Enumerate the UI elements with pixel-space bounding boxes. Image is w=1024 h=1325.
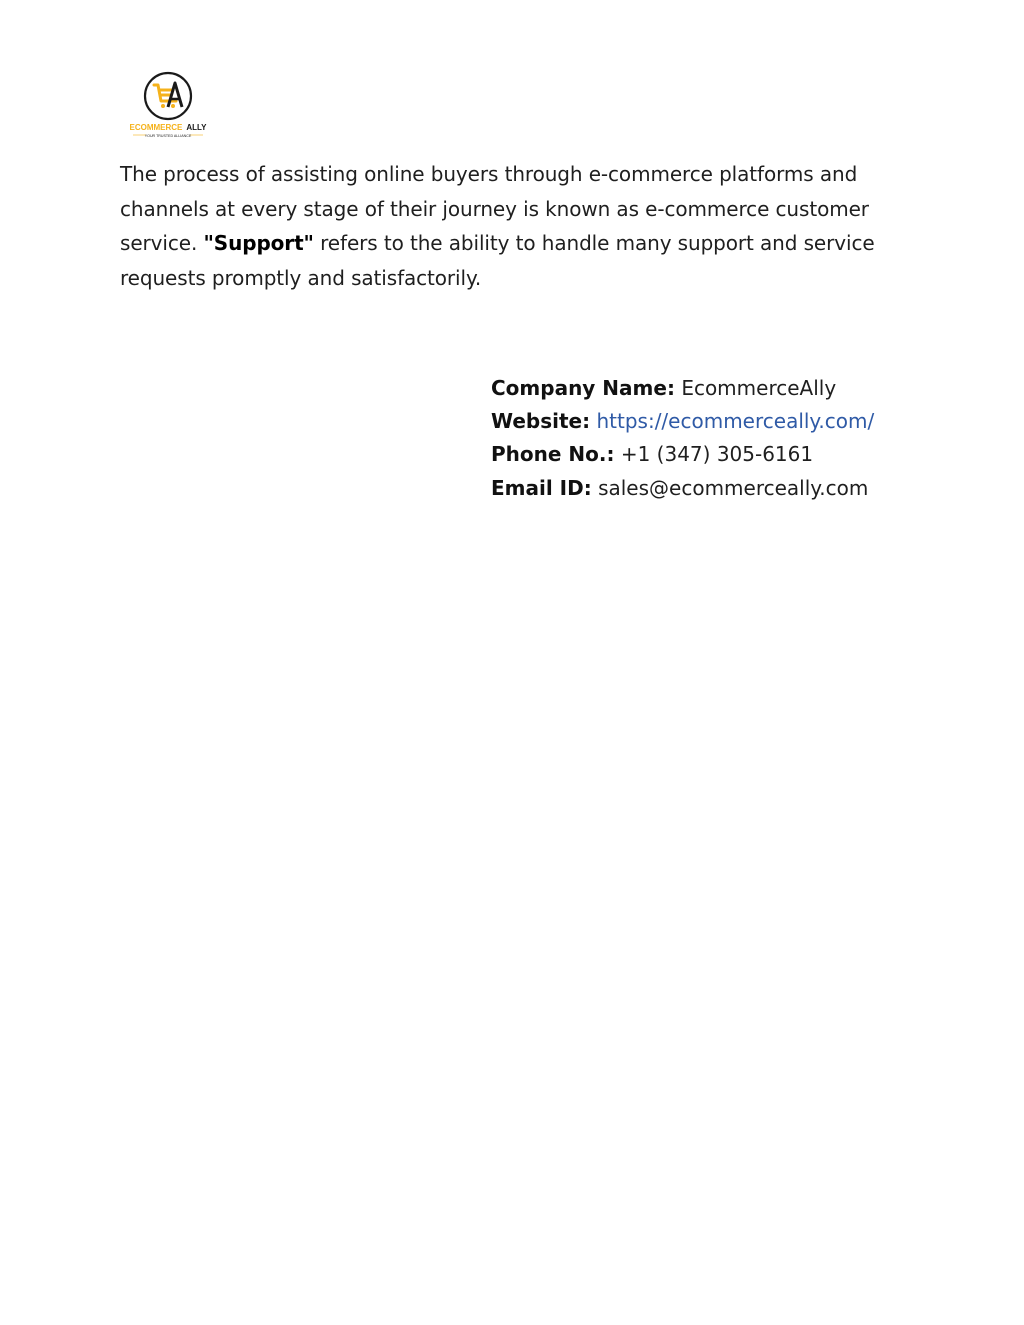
intro-text-part-1: The process of assisting online buyers through e-commerce platforms and channels at every stage of their journey is known as e-commerce customer service. — [120, 162, 869, 256]
contact-website — [491, 405, 931, 438]
logo-brand-word-2: ALLY — [186, 123, 207, 132]
intro-highlight: "Support" — [203, 231, 314, 256]
contact-phone — [491, 438, 931, 471]
company-value: EcommerceAlly — [681, 376, 837, 400]
intro-text-part-2: refers to the ability to handle many support and service requests promptly and satisfactorily. — [120, 231, 875, 290]
logo-brand-word-1: ECOMMERCE — [129, 123, 183, 132]
company-label: Company Name: — [491, 376, 675, 400]
company-logo — [128, 68, 208, 140]
website-link[interactable]: https://ecommerceally.com/ — [596, 409, 875, 434]
logo-tagline: YOUR TRUSTED ALLIANCE — [144, 134, 192, 138]
contact-details — [491, 372, 931, 505]
cart-logo-icon — [128, 68, 208, 140]
svg-text:ECOMMERCE ALLY — [130, 123, 208, 132]
phone-value: +1 (347) 305-6161 — [620, 442, 814, 467]
email-label: Email ID: — [491, 475, 592, 500]
email-value: sales@ecommerceally.com — [598, 475, 869, 500]
intro-paragraph — [120, 157, 910, 295]
website-label: Website: — [491, 409, 591, 434]
contact-company — [491, 372, 931, 405]
contact-email — [491, 472, 931, 505]
phone-label: Phone No.: — [491, 442, 615, 467]
